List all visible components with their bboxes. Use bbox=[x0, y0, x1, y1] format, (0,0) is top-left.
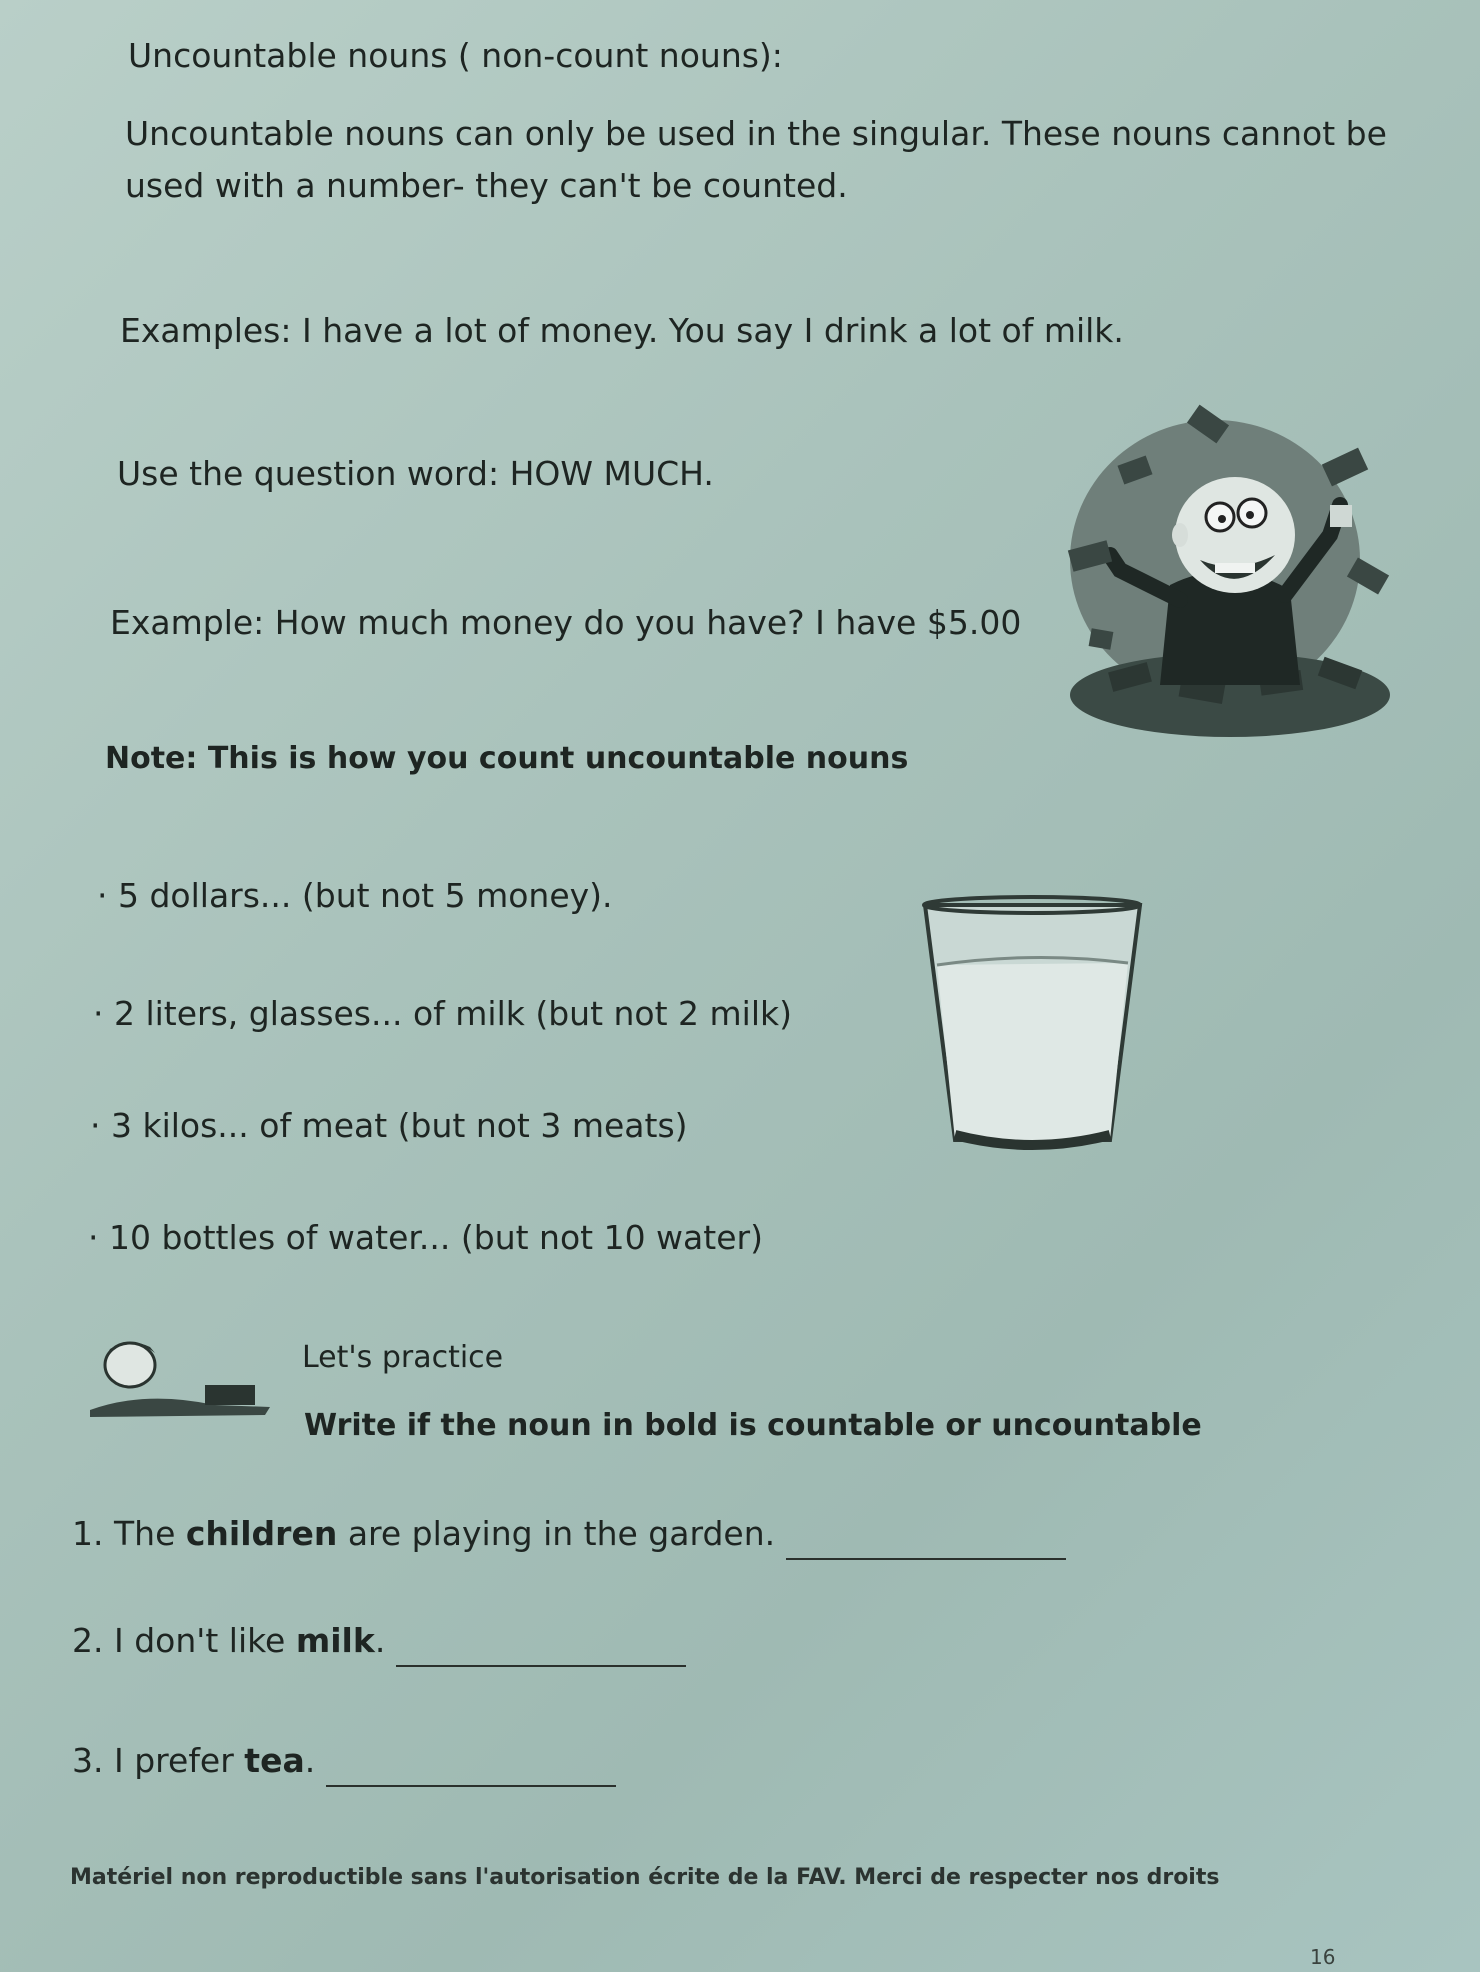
money-man-illustration bbox=[1030, 395, 1410, 745]
examples-line: Examples: I have a lot of money. You say I drink a lot of milk. bbox=[120, 311, 1124, 350]
question-word-line: Use the question word: HOW MUCH. bbox=[117, 454, 714, 493]
question-number: 1. bbox=[72, 1514, 104, 1553]
bold-noun: children bbox=[185, 1514, 338, 1553]
answer-blank[interactable] bbox=[786, 1528, 1066, 1560]
copyright-footer: Matériel non reproductible sans l'autorisation écrite de la FAV. Merci de respecter nos droits bbox=[70, 1865, 1220, 1890]
bullet-item: · 5 dollars... (but not 5 money). bbox=[97, 876, 613, 915]
bullet-item: · 2 liters, glasses... of milk (but not 2 milk) bbox=[93, 994, 792, 1033]
answer-blank[interactable] bbox=[396, 1635, 686, 1667]
question-text-after: are playing in the garden. bbox=[337, 1514, 776, 1553]
question-3 bbox=[72, 1735, 616, 1787]
example-how-much: Example: How much money do you have? I have $5.00 bbox=[110, 603, 1022, 642]
milk-glass-illustration bbox=[915, 885, 1155, 1165]
note-line: Note: This is how you count uncountable nouns bbox=[105, 741, 909, 776]
question-number: 2. bbox=[72, 1621, 104, 1660]
question-text-before: I prefer bbox=[114, 1741, 245, 1780]
page-title: Uncountable nouns ( non-count nouns): bbox=[128, 36, 783, 75]
answer-blank[interactable] bbox=[326, 1755, 616, 1787]
bullet-item: · 10 bottles of water... (but not 10 water) bbox=[88, 1218, 763, 1257]
reading-boy-icon bbox=[85, 1335, 295, 1420]
bullet-item: · 3 kilos... of meat (but not 3 meats) bbox=[90, 1106, 688, 1145]
bold-noun: milk bbox=[295, 1621, 375, 1660]
question-text-before: The bbox=[114, 1514, 186, 1553]
bold-noun: tea bbox=[244, 1741, 305, 1780]
question-text-after: . bbox=[304, 1741, 316, 1780]
practice-heading: Let's practice bbox=[302, 1340, 504, 1375]
page-number: 16 bbox=[1310, 1945, 1336, 1969]
practice-instruction: Write if the noun in bold is countable or uncountable bbox=[304, 1408, 1202, 1443]
question-2 bbox=[72, 1615, 686, 1667]
intro-line-2: used with a number- they can't be counted. bbox=[125, 166, 848, 205]
question-text-after: . bbox=[374, 1621, 386, 1660]
intro-line-1: Uncountable nouns can only be used in the singular. These nouns cannot be bbox=[125, 114, 1387, 153]
question-1 bbox=[72, 1508, 1066, 1560]
question-text-before: I don't like bbox=[114, 1621, 296, 1660]
question-number: 3. bbox=[72, 1741, 104, 1780]
